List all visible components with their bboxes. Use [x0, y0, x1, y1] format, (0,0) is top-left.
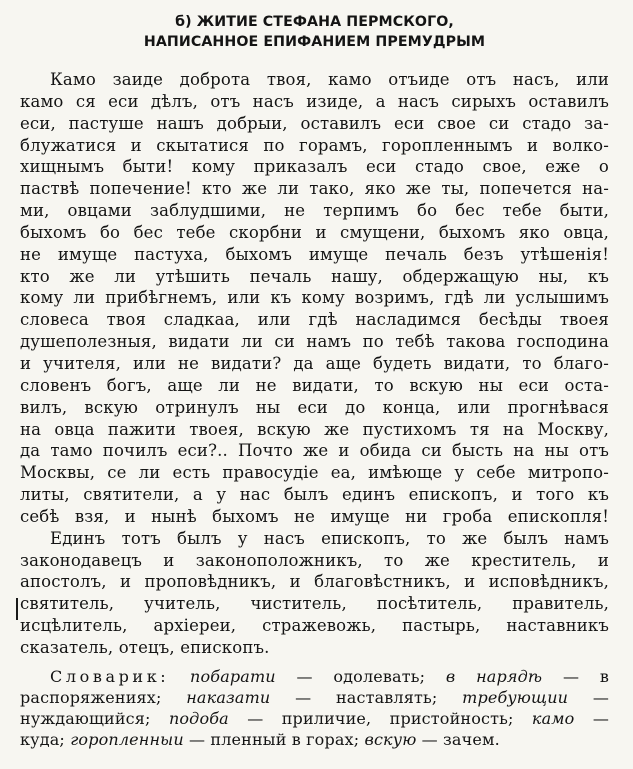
glossary — [20, 666, 609, 750]
text-line: себѣ взя, и нынѣ быхомъ не имуще ни гроба епископля! — [20, 506, 609, 526]
text-line: вилъ, вскую отринулъ ны еси до конца, или прогнѣвася — [20, 397, 609, 417]
text-line: законодавецъ и законоположникъ, то же креститель, и — [20, 550, 609, 570]
glossary-definition: распоряжениях; — [20, 687, 187, 707]
text-line: ми, овцами заблудшими, не терпимъ бо бес тебе быти, — [20, 201, 609, 221]
text-line: Камо заиде доброта твоя, камо отъиде отъ насъ, или — [50, 70, 609, 89]
text-line: хищнымъ быти! кому приказалъ еси стадо свое, еже о — [20, 157, 609, 177]
text-line: кому ли прибѣгнемъ, или къ кому возримъ, гдѣ ли услышимъ — [20, 288, 609, 308]
glossary-heading: Словарик: — [50, 666, 170, 686]
text-line: быхомъ бо бес тебе скорбни и смущени, быхомъ яко овца, — [20, 222, 609, 242]
glossary-definition: — одолевать; — [275, 666, 446, 686]
glossary-definition: нуждающийся; — [20, 708, 169, 728]
glossary-line — [20, 687, 609, 708]
text-line: словеса твоя сладкаа, или гдѣ насладимся бесѣды твоея — [20, 310, 609, 330]
title-line-1: б) ЖИТИЕ СТЕФАНА ПЕРМСКОГО, — [175, 14, 454, 30]
text-line: паствѣ попечение! кто же ли тако, яко же ты, попечется на- — [20, 179, 609, 199]
glossary-line — [20, 708, 609, 729]
glossary-definition: — — [574, 708, 609, 728]
text-line: блужатися и скытатися по горамъ, горопленнымъ и волко- — [20, 135, 609, 155]
text-line: камо ся еси дѣлъ, отъ насъ изиде, а насъ сирыхъ оставилъ — [20, 91, 609, 111]
glossary-line — [20, 729, 609, 750]
glossary-entries — [190, 667, 609, 686]
text-line: литы, святители, а у нас былъ единъ епископъ, и того къ — [20, 485, 609, 505]
glossary-definition: — — [568, 687, 609, 707]
text-line: душеполезныя, видати ли си намъ по тебѣ такова господина — [20, 332, 609, 352]
title-line-2: НАПИСАННОЕ ЕПИФАНИЕМ ПРЕМУДРЫМ — [143, 34, 486, 50]
text-line: кто же ли утѣшить печаль нашу, обдержащую ны, къ — [20, 266, 609, 286]
glossary-term: наказати — [186, 687, 271, 707]
glossary-term: горопленныи — [70, 729, 184, 749]
lament-text — [20, 69, 609, 659]
text-line: да тамо почилъ еси?.. Почто же и обида си бысть на ны отъ — [20, 441, 609, 461]
text-line: Единъ тотъ былъ у насъ епископъ, то же былъ намъ — [50, 528, 609, 548]
text-line: сказатель, отецъ, епископъ. — [20, 637, 270, 657]
glossary-term: подоба — [168, 708, 229, 728]
glossary-definition: — зачем. — [416, 729, 500, 749]
text-line: Москвы, се ли есть правосудiе еа, имѣюще у себе митропо- — [20, 463, 609, 483]
text-line: исцѣлитель, архiереи, стражевожь, пастырь, наставникъ — [20, 616, 609, 636]
text-line: на овца пажити твоея, вскую же пустихомъ тя на Москву, — [20, 419, 609, 439]
glossary-definition: — наставлять; — [270, 687, 463, 707]
glossary-term: камо — [531, 708, 575, 728]
glossary-line — [20, 666, 609, 687]
margin-mark — [16, 598, 18, 620]
glossary-definition: — в — [542, 666, 609, 686]
text-line: и учителя, или не видати? да аще будеть видати, то благо- — [20, 353, 609, 373]
text-line: не имуще пастуха, быхомъ имуще печаль безъ утѣшенiя! — [20, 244, 609, 264]
glossary-definition: — приличие, пристойность; — [228, 708, 532, 728]
text-line: апостолъ, и проповѣдникъ, и благовѣстникъ, и исповѣдникъ, — [20, 572, 609, 592]
text-line: святитель, учитель, чиститель, посѣтитель, правитель, — [20, 594, 609, 614]
glossary-term: в нарядѣ — [445, 666, 543, 686]
chapter-title — [20, 12, 609, 52]
text-line: еси, пастуше нашъ добрыи, оставилъ еси свое си стадо за- — [20, 113, 609, 133]
glossary-definition: куда; — [20, 729, 71, 749]
text-line: словенъ богъ, аще ли не видати, то вскую ны еси оста- — [20, 375, 609, 395]
glossary-definition: — пленный в горах; — [183, 729, 365, 749]
glossary-term: побарати — [190, 666, 276, 686]
glossary-term: вскую — [364, 729, 417, 749]
glossary-term: требующии — [462, 687, 569, 707]
